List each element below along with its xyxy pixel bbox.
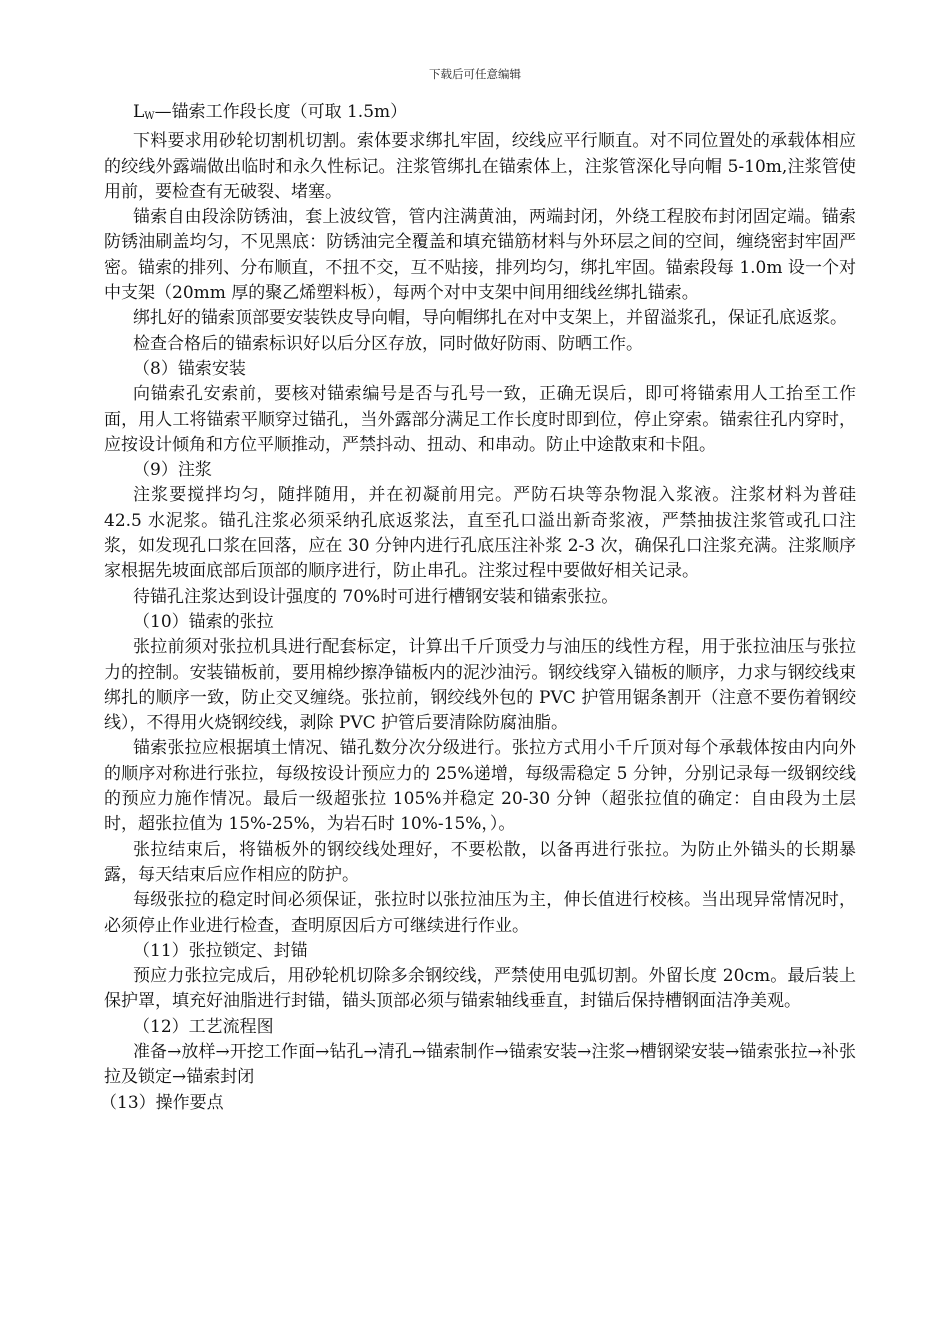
paragraph: 张拉结束后，将锚板外的钢绞线处理好，不要松散，以备再进行张拉。为防止外锚头的长期暴露，每天结束后应作相应的防护。 (104, 839, 856, 885)
lw-symbol: L (133, 102, 145, 122)
paragraph: 待锚孔注浆达到设计强度的 70%时可进行槽钢安装和锚索张拉。 (133, 586, 619, 607)
process-flow-text: 准备→放样→开挖工作面→钻孔→清孔→锚索制作→锚索安装→注浆→槽钢梁安装→锚索张拉→补张拉及锁定→锚索封闭 (104, 1041, 856, 1088)
section-heading-8: （8）锚索安装 (133, 358, 246, 379)
paragraph: 向锚索孔安索前，要核对锚索编号是否与孔号一致，正确无误后，即可将锚索用人工抬至工作面，用人工将锚索平顺穿过锚孔，当外露部分满足工作长度时即到位，停止穿索。锚索往孔内穿时，应按设计倾角和方位平顺推动，严禁抖动、扭动、和串动。防止中途散束和卡阻。 (104, 384, 856, 455)
paragraph: 预应力张拉完成后，用砂轮机切除多余钢绞线，严禁使用电弧切割。外留长度 20cm。最后装上保护罩，填充好油脂进行封锚，锚头顶部必须与锚索轴线垂直，封锚后保持槽钢面洁净美观。 (104, 966, 856, 1012)
paragraph: 检查合格后的锚索标识好以后分区存放，同时做好防雨、防晒工作。 (133, 333, 643, 354)
section-heading-11: （11）张拉锁定、封锚 (133, 940, 308, 961)
paragraph: 下料要求用砂轮切割机切割。索体要求绑扎牢固，绞线应平行顺直。对不同位置处的承载体相应的绞线外露端做出临时和永久性标记。注浆管绑扎在锚索体上，注浆管深化导向帽 5-10m,注浆管使用前，要检查有无破裂、堵塞。 (104, 131, 856, 202)
document-body (100, 100, 856, 1116)
paragraph: 绑扎好的锚索顶部要安装铁皮导向帽，导向帽绑扎在对中支架上，并留溢浆孔，保证孔底返浆。 (133, 308, 847, 329)
paragraph: 锚索张拉应根据填土情况、锚孔数分次分级进行。张拉方式用小千斤顶对每个承载体按由内向外的顺序对称进行张拉，每级按设计预应力的 25%递增，每级需稳定 5 分钟，分别记录每一级钢绞线的预应力施作情况。最后一级超张拉 105%并稳定 20-30 分钟（超张拉值的确定：自由段为土层时，超张拉值为 15%-25%，为岩石时 10%-15%，）。 (104, 738, 856, 835)
section-heading-12: （12）工艺流程图 (133, 1016, 274, 1037)
paragraph: 锚索自由段涂防锈油，套上波纹管，管内注满黄油，两端封闭，外绕工程胶布封闭固定端。锚索防锈油刷盖均匀，不见黑底：防锈油完全覆盖和填充锚筋材料与外环层之间的空间，缠绕密封牢固严密。锚索的排列、分布顺直，不扭不交，互不贴接，排列均匀，绑扎牢固。锚索段每 1.0m 设一个对中支架（20mm 厚的聚乙烯塑料板），每两个对中支架中间用细线丝绑扎锚索。 (104, 207, 856, 304)
section-heading-9: （9）注浆 (133, 460, 212, 481)
section-heading-10: （10）锚索的张拉 (133, 611, 274, 632)
paragraph: 每级张拉的稳定时间必须保证，张拉时以张拉油压为主，伸长值进行校核。当出现异常情况时，必须停止作业进行检查，查明原因后方可继续进行作业。 (104, 890, 856, 936)
lw-definition (104, 100, 856, 129)
lw-definition-text: —锚索工作段长度（可取 1.5m） (154, 102, 408, 122)
paragraph: 注浆要搅拌均匀，随拌随用，并在初凝前用完。严防石块等杂物混入浆液。注浆材料为普硅 42.5 水泥浆。锚孔注浆必须采纳孔底返浆法，直至孔口溢出新奇浆液，严禁抽拔注浆管或孔口注浆，如发现孔口浆在回落，应在 30 分钟内进行孔底压注补浆 2-3 次，确保孔口注浆充满。注浆顺序家根据先坡面底部后顶部的顺序进行，防止串孔。注浆过程中要做好相关记录。 (104, 485, 856, 582)
section-heading-13: （13）操作要点 (100, 1092, 224, 1113)
page-header: 下载后可任意编辑 (429, 67, 521, 81)
paragraph: 张拉前须对张拉机具进行配套标定，计算出千斤顶受力与油压的线性方程，用于张拉油压与张拉力的控制。安装锚板前，要用棉纱擦净锚板内的泥沙油污。钢绞线穿入锚板的顺序，力求与钢绞线束绑扎的顺序一致，防止交叉缠绕。张拉前，钢绞线外包的 PVC 护管用锯条割开（注意不要伤着钢绞线），不得用火烧钢绞线，剥除 PVC 护管后要清除防腐油脂。 (104, 637, 856, 734)
lw-subscript: W (144, 111, 155, 122)
